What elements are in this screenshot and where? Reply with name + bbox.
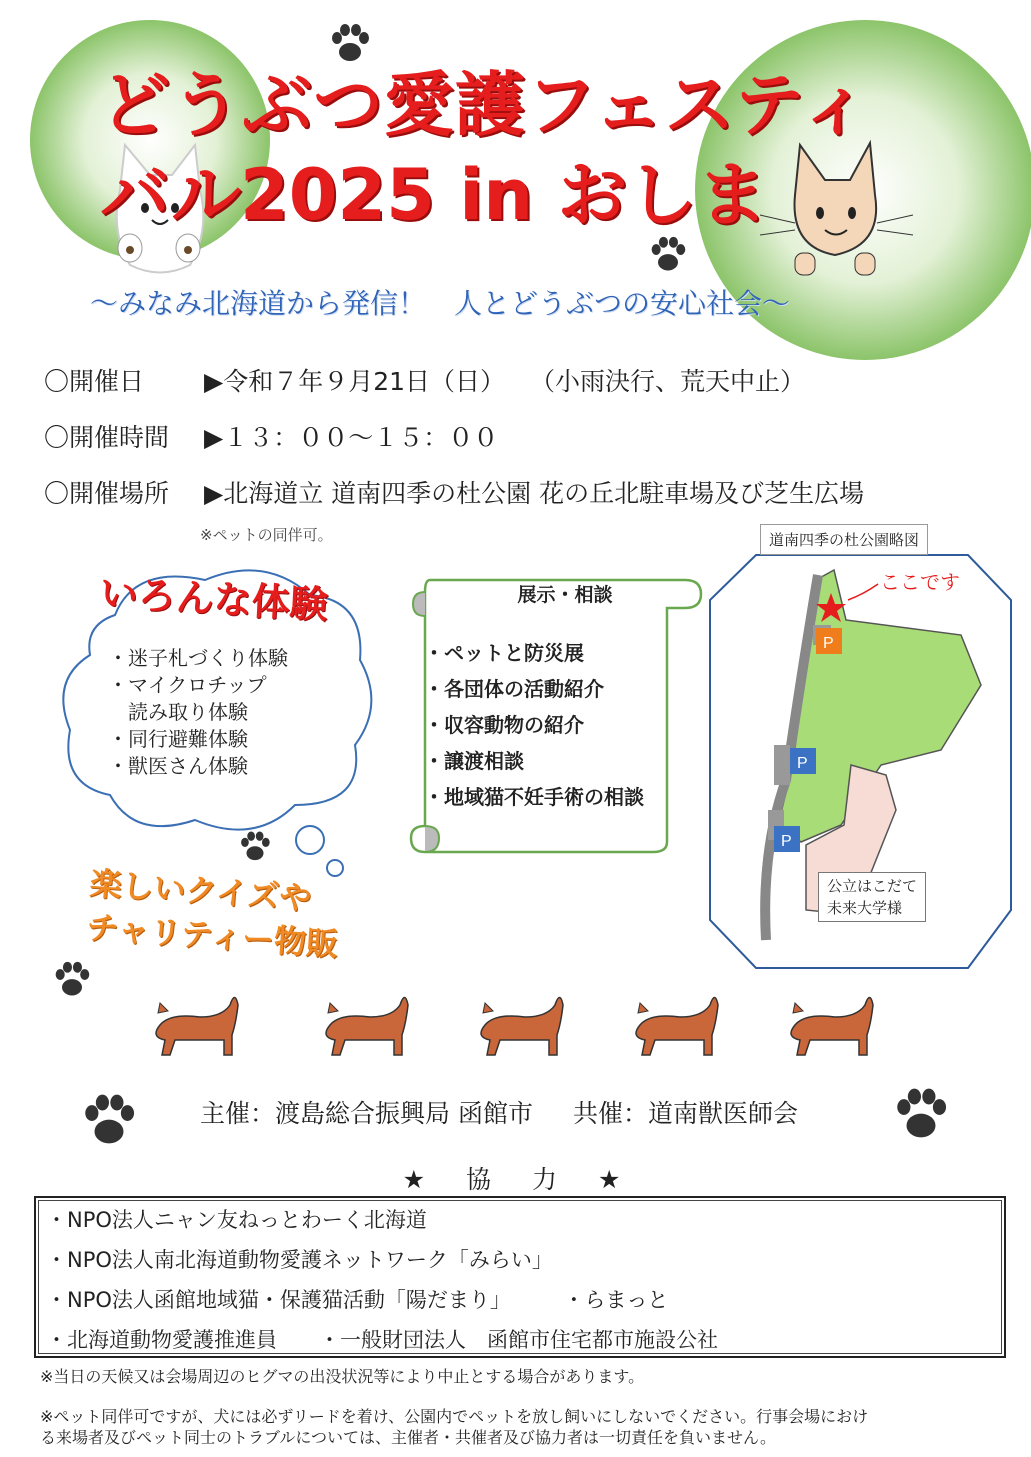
parking-letter: P [823, 635, 834, 652]
event-date-row [44, 362, 805, 398]
footnote-weather: ※当日の天候又は会場周辺のヒグマの出没状況等により中止とする場合があります。 [40, 1367, 645, 1386]
list-item: ・迷子札づくり体験 [108, 646, 288, 670]
university-label [818, 872, 926, 922]
event-title-year: 2025 in おしま [240, 154, 768, 236]
event-venue-row [44, 474, 864, 510]
event-time-label: 〇開催時間 [44, 423, 170, 452]
footnote-pet-cont: る来場者及びペット同士のトラブルについては、主催者・共催者及び協力者は一切責任を負いません。 [40, 1428, 777, 1447]
experience-title: いろんな体験 [98, 571, 329, 627]
list-item: ・NPO法人ニャン友ねっとわーく北海道 [46, 1208, 427, 1232]
cooperation-list [46, 1200, 718, 1360]
parking-letter: P [797, 755, 808, 772]
cooperation-heading: ★ 協 力 ★ [402, 1165, 629, 1194]
list-item: ・収容動物の紹介 [424, 713, 584, 737]
walking-cat-icon [791, 998, 873, 1056]
list-item: ・譲渡相談 [424, 749, 524, 773]
event-title: どうぶつ愛護フェスティバル [100, 64, 871, 236]
university-line: 公立はこだて [827, 877, 918, 895]
list-item: ・マイクロチップ [108, 673, 267, 697]
quiz-line: 楽しいクイズや [88, 864, 313, 918]
event-subtitle: ～みなみ北海道から発信！ 人とどうぶつの安心社会～ [90, 287, 791, 320]
list-item: ・各団体の活動紹介 [424, 677, 604, 701]
walking-cats-row [140, 985, 900, 1065]
walking-cat-icon [326, 998, 408, 1056]
charity-line: チャリティー物販 [85, 908, 340, 964]
exhibit-list [424, 635, 644, 815]
parking-letter: P [781, 833, 792, 850]
quiz-and-charity [85, 861, 342, 966]
paw-print-icon [80, 1092, 138, 1150]
list-item: ・ペットと防災展 [424, 641, 584, 665]
experience-list [108, 645, 288, 780]
paw-print-icon [892, 1086, 950, 1144]
list-item: ・地域猫不妊手術の相談 [424, 785, 644, 809]
walking-cat-icon [156, 998, 238, 1056]
event-date-label: 〇開催日 [44, 367, 145, 396]
event-venue-label: 〇開催場所 [44, 479, 170, 508]
host-text: 主催：渡島総合振興局 函館市 [200, 1099, 533, 1128]
cohost-text: 共催：道南獣医師会 [572, 1099, 798, 1128]
pet-note: ※ペットの同伴可。 [200, 526, 333, 544]
here-label: ここです [880, 570, 960, 594]
university-line: 未来大学様 [827, 899, 903, 917]
list-item: ・獣医さん体験 [108, 754, 248, 778]
event-time-row [44, 418, 498, 454]
list-item: ・同行避難体験 [108, 727, 248, 751]
paw-print-icon [52, 960, 92, 1000]
paw-print-icon [238, 830, 272, 864]
map-title: 道南四季の杜公園略図 [760, 524, 928, 555]
exhibit-title: 展示・相談 [517, 584, 613, 606]
list-item: ・北海道動物愛護推進員 ・一般財団法人 函館市住宅都市施設公社 [46, 1328, 718, 1352]
paw-print-icon [648, 235, 688, 275]
walking-cat-icon [636, 998, 718, 1056]
organizer-line [200, 1094, 798, 1130]
event-venue-value: ▶北海道立 道南四季の杜公園 花の丘北駐車場及び芝生広場 [204, 479, 865, 508]
list-item: ・NPO法人函館地域猫・保護猫活動「陽だまり」 ・らまっと [46, 1288, 669, 1312]
walking-cat-icon [481, 998, 563, 1056]
event-time-value: ▶１３：００～１５：００ [204, 423, 499, 452]
list-item: 読み取り体験 [108, 700, 248, 724]
list-item: ・NPO法人南北海道動物愛護ネットワーク「みらい」 [46, 1248, 553, 1272]
event-date-value: ▶令和７年９月21日（日） （小雨決行、荒天中止） [204, 367, 806, 396]
footnote-pet: ※ペット同伴可ですが、犬には必ずリードを着け、公園内でペットを放し飼いにしないでください。行事会場におけ [40, 1407, 869, 1426]
